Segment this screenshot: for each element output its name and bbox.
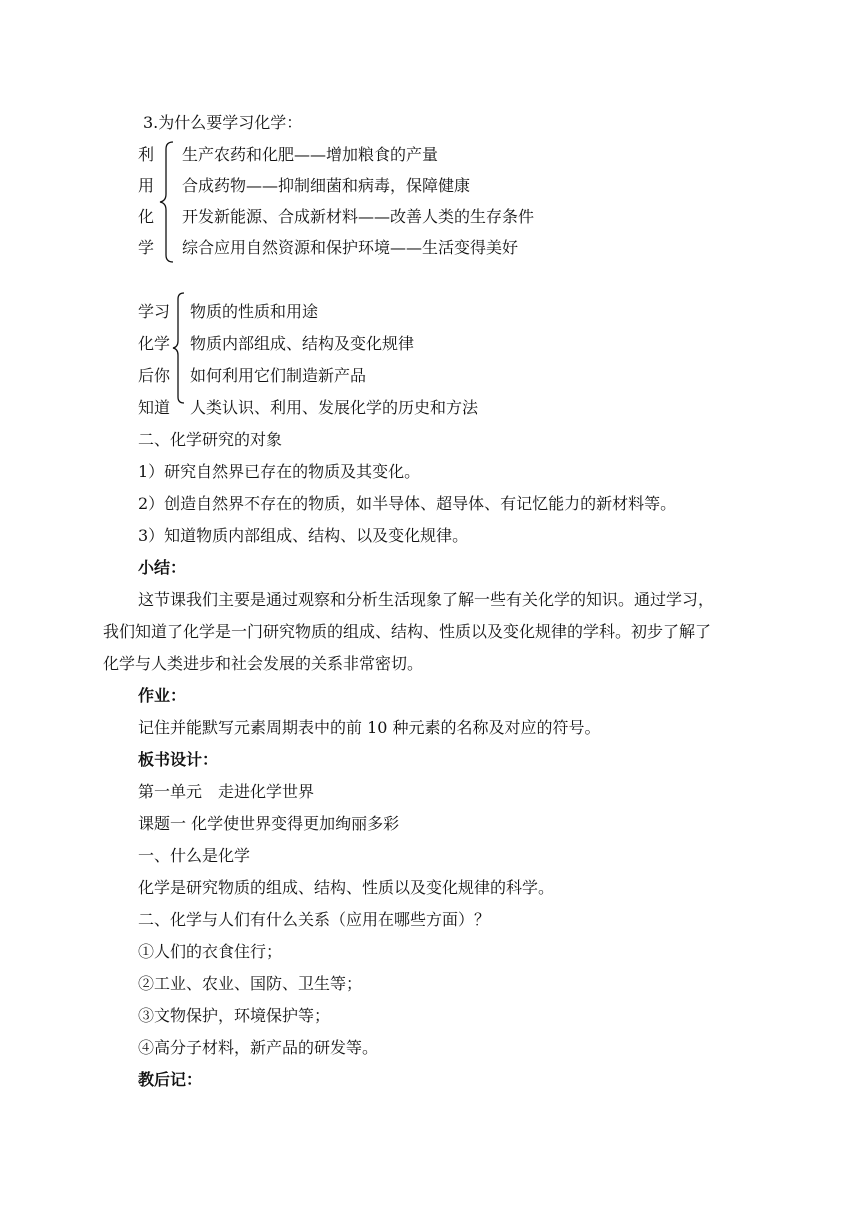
summary-line: 化学与人类进步和社会发展的关系非常密切。 (103, 654, 424, 673)
board-line: ③文物保护，环境保护等； (138, 1006, 331, 1025)
homework-heading: 作业： (138, 686, 187, 705)
board-line: ①人们的衣食住行； (138, 942, 283, 961)
left-char: 利 (138, 145, 155, 164)
left-brace-icon (158, 140, 178, 264)
use-item: 综合应用自然资源和保护环境——生活变得美好 (182, 238, 519, 257)
board-line: ④高分子材料，新产品的研发等。 (138, 1038, 379, 1057)
left-char: 用 (138, 176, 155, 195)
learn-label: 学习 (138, 302, 171, 321)
homework-text: 记住并能默写元素周期表中的前 10 种元素的名称及对应的符号。 (138, 718, 601, 737)
board-line: 化学是研究物质的组成、结构、性质以及变化规律的科学。 (138, 878, 555, 897)
use-item: 生产农药和化肥——增加粮食的产量 (182, 145, 439, 164)
learn-item: 人类认识、利用、发展化学的历史和方法 (190, 398, 479, 417)
board-line: ②工业、农业、国防、卫生等； (138, 974, 363, 993)
left-brace-icon (171, 291, 189, 405)
board-line: 课题一 化学使世界变得更加绚丽多彩 (138, 814, 400, 833)
learn-item: 如何利用它们制造新产品 (190, 366, 367, 385)
learn-label: 化学 (138, 334, 171, 353)
summary-heading: 小结： (138, 558, 187, 577)
board-line: 二、化学与人们有什么关系（应用在哪些方面）？ (138, 910, 491, 929)
left-char: 学 (138, 238, 155, 257)
learn-item: 物质的性质和用途 (190, 302, 319, 321)
summary-line: 这节课我们主要是通过观察和分析生活现象了解一些有关化学的知识。通过学习， (138, 590, 715, 609)
research-heading: 二、化学研究的对象 (138, 430, 283, 449)
research-item: 2）创造自然界不存在的物质，如半导体、超导体、有记忆能力的新材料等。 (138, 494, 677, 513)
board-line: 第一单元 走进化学世界 (138, 782, 315, 801)
research-item: 1）研究自然界已存在的物质及其变化。 (138, 462, 421, 481)
research-item: 3）知道物质内部组成、结构、以及变化规律。 (138, 526, 469, 545)
use-item: 合成药物——抑制细菌和病毒，保障健康 (182, 176, 471, 195)
board-line: 一、什么是化学 (138, 846, 251, 865)
summary-line: 我们知道了化学是一门研究物质的组成、结构、性质以及变化规律的学科。初步了解了 (103, 622, 712, 641)
use-item: 开发新能源、合成新材料——改善人类的生存条件 (182, 207, 535, 226)
postscript-heading: 教后记： (138, 1070, 203, 1089)
section-title: 3.为什么要学习化学： (143, 113, 303, 132)
learn-label: 后你 (138, 366, 171, 385)
learn-item: 物质内部组成、结构及变化规律 (190, 334, 415, 353)
left-char: 化 (138, 207, 155, 226)
board-heading: 板书设计： (138, 750, 219, 769)
learn-label: 知道 (138, 398, 171, 417)
